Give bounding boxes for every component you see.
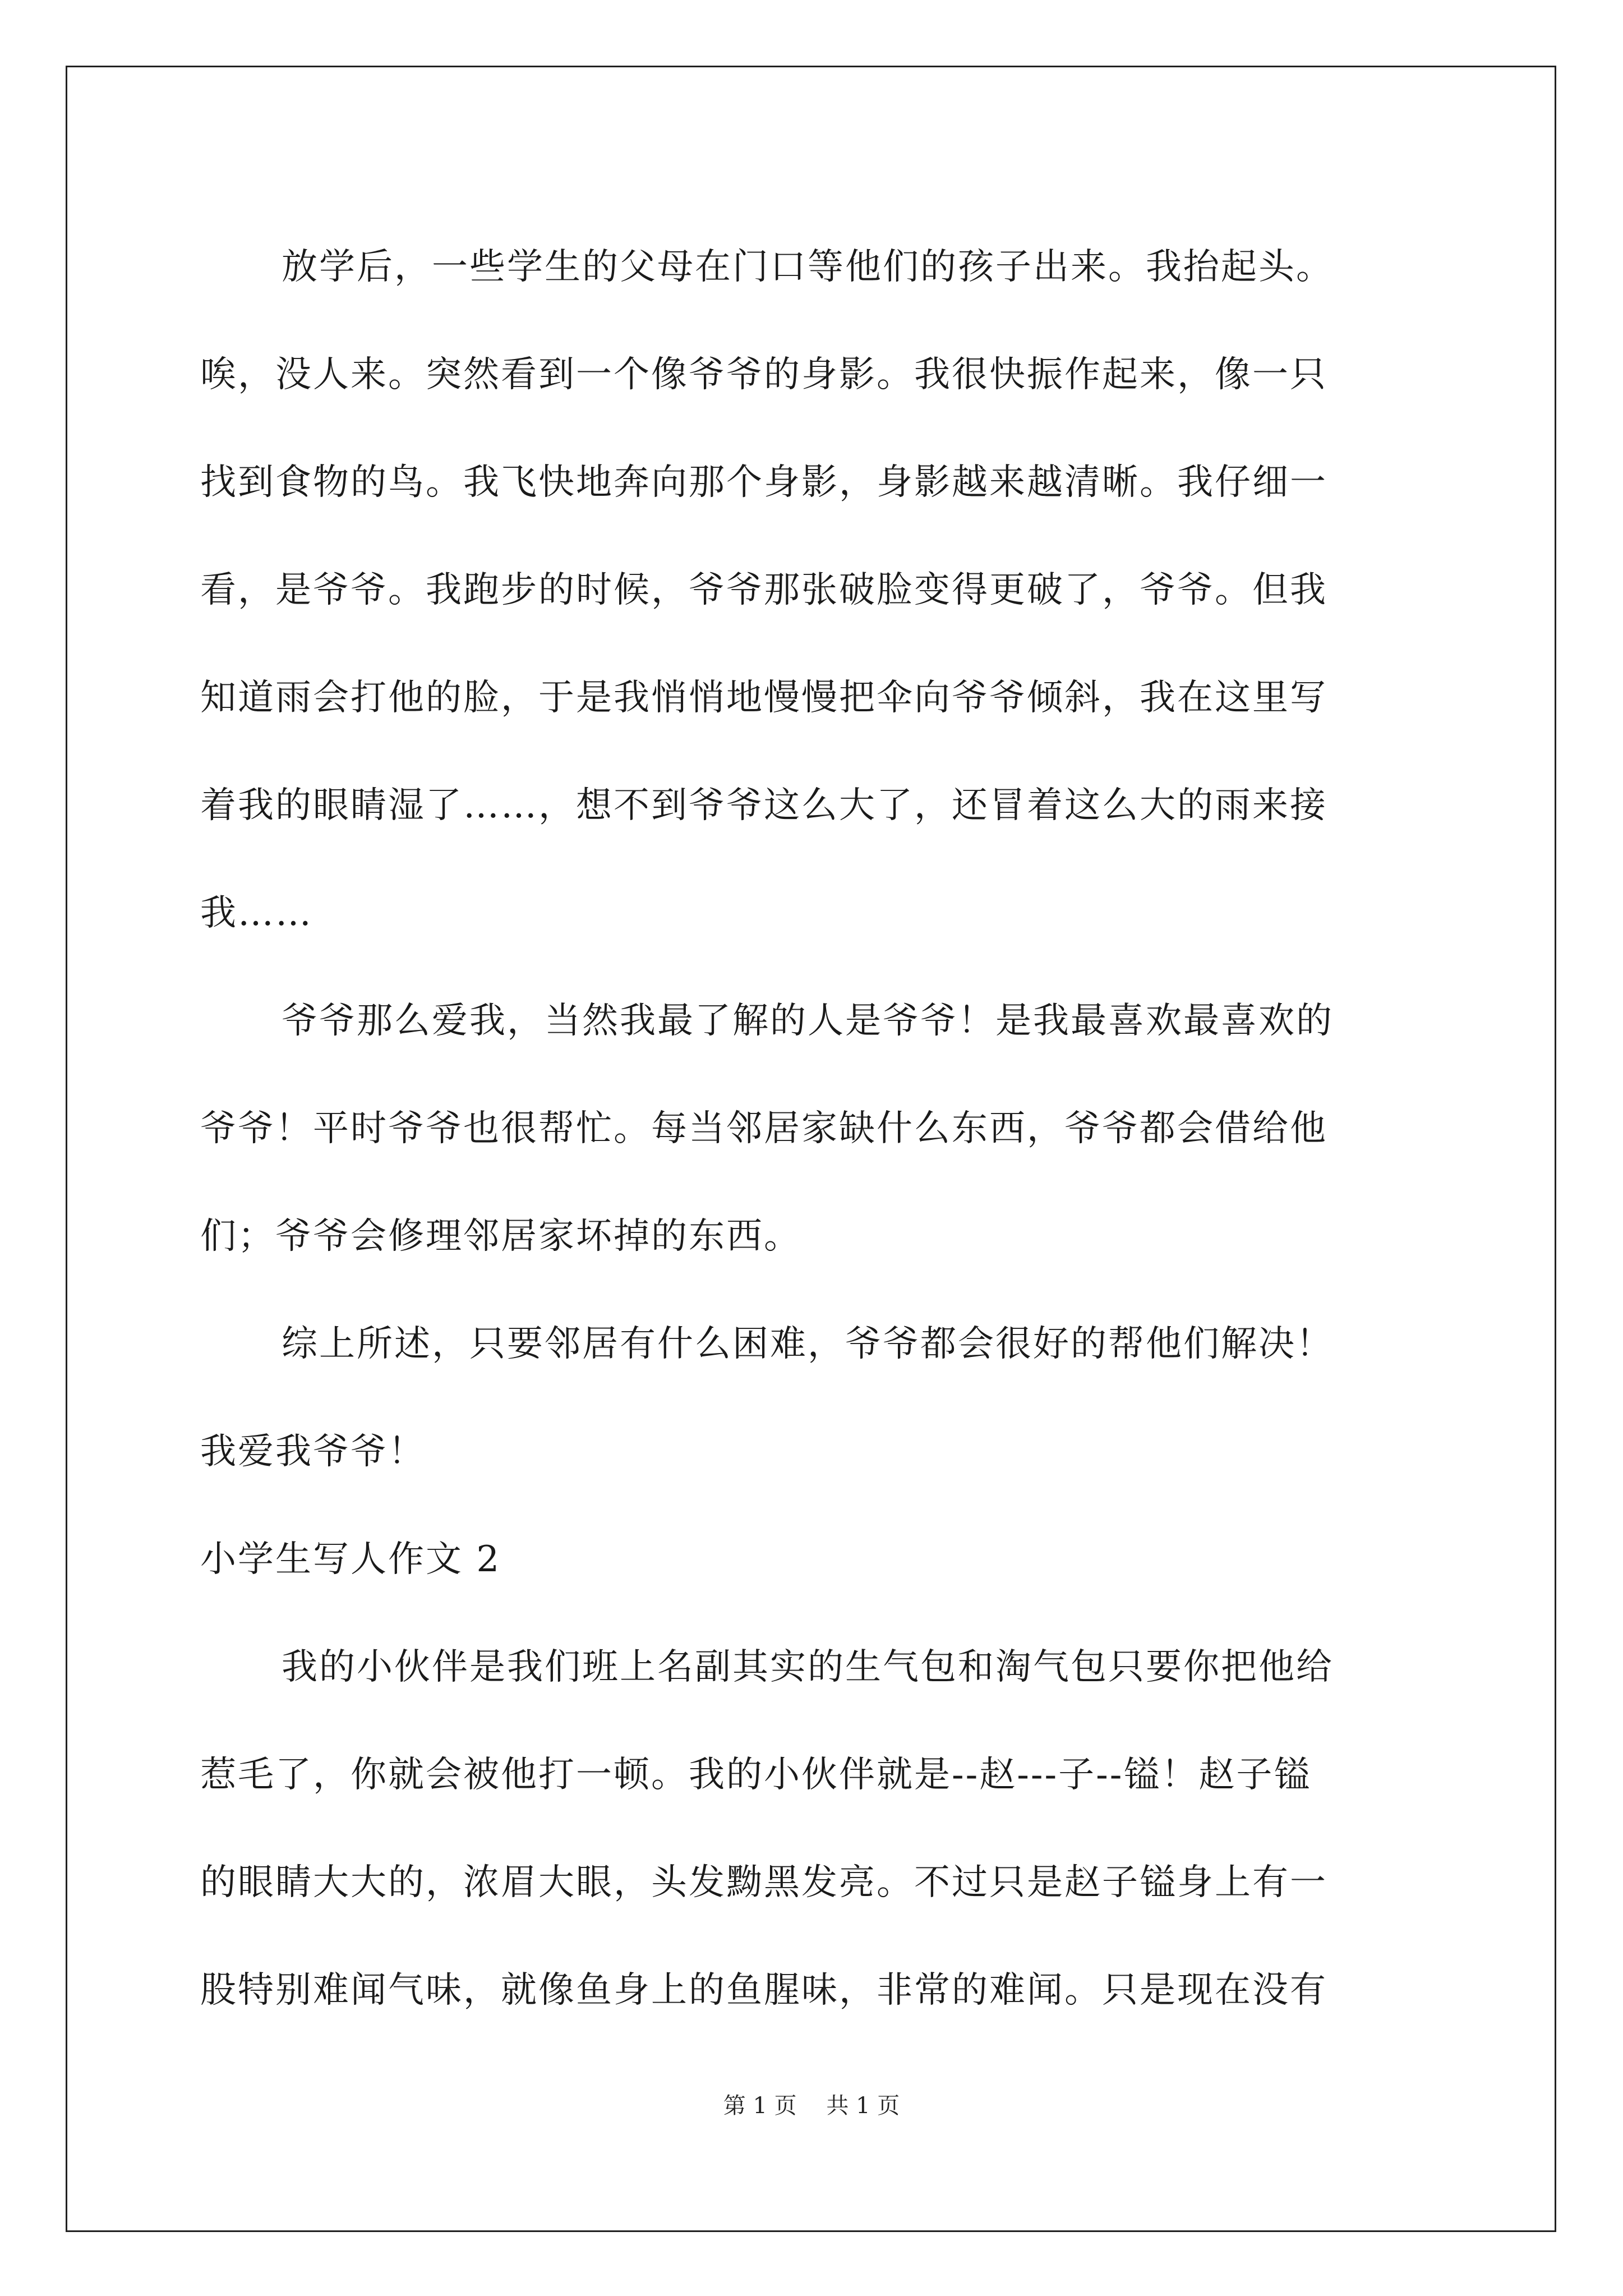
text-line: 唉，没人来。突然看到一个像爷爷的身影。我很快振作起来，像一只 bbox=[200, 354, 1327, 395]
text-line: 惹毛了，你就会被他打一顿。我的小伙伴就是--赵---子--镒！赵子镒 bbox=[200, 1754, 1312, 1796]
text-line: 看，是爷爷。我跑步的时候，爷爷那张破脸变得更破了，爷爷。但我 bbox=[200, 569, 1327, 611]
text-line: 爷爷！平时爷爷也很帮忙。每当邻居家缺什么东西，爷爷都会借给他 bbox=[200, 1108, 1327, 1149]
text-line: 股特别难闻气味，就像鱼身上的鱼腥味，非常的难闻。只是现在没有 bbox=[200, 1970, 1327, 2011]
text-line: 着我的眼睛湿了……，想不到爷爷这么大了，还冒着这么大的雨来接 bbox=[200, 785, 1327, 826]
text-line: 我…… bbox=[200, 892, 313, 934]
text-line: 我爱我爷爷！ bbox=[200, 1431, 426, 1473]
page-footer bbox=[0, 2088, 1623, 2120]
text-line: 综上所述，只要邻居有什么困难，爷爷都会很好的帮他们解决！ bbox=[282, 1323, 1334, 1365]
text-line: 放学后，一些学生的父母在门口等他们的孩子出来。我抬起头。 bbox=[282, 246, 1334, 288]
text-line: 爷爷那么爱我，当然我最了解的人是爷爷！是我最喜欢最喜欢的 bbox=[282, 1000, 1334, 1042]
section-heading: 小学生写人作文 2 bbox=[200, 1539, 501, 1580]
text-line: 知道雨会打他的脸，于是我悄悄地慢慢把伞向爷爷倾斜，我在这里写 bbox=[200, 677, 1327, 719]
document-body bbox=[200, 213, 1434, 2044]
text-line: 的眼睛大大的，浓眉大眼，头发黝黑发亮。不过只是赵子镒身上有一 bbox=[200, 1862, 1327, 1903]
text-line: 我的小伙伴是我们班上名副其实的生气包和淘气包只要你把他给 bbox=[282, 1646, 1334, 1688]
page-number-total: 共 1 页 bbox=[826, 2093, 900, 2119]
text-line: 找到食物的鸟。我飞快地奔向那个身影，身影越来越清晰。我仔细一 bbox=[200, 462, 1327, 503]
page-number-current: 第 1 页 bbox=[723, 2093, 797, 2119]
text-line: 们；爷爷会修理邻居家坏掉的东西。 bbox=[200, 1216, 801, 1257]
